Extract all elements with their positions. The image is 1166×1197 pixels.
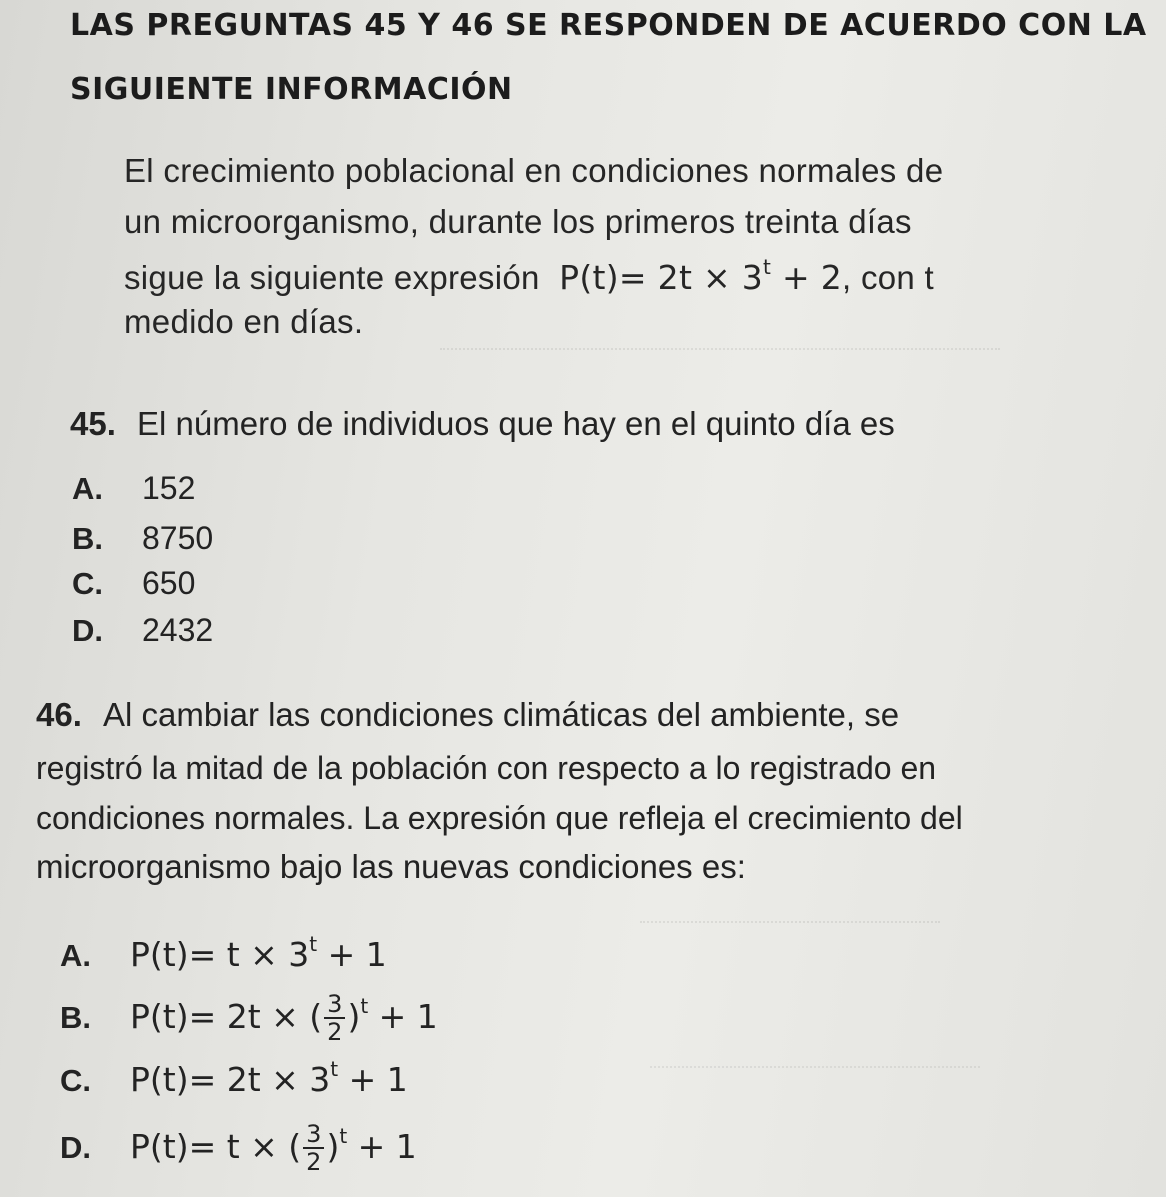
question-46-line-1 [36, 696, 899, 734]
option-letter: B. [60, 999, 91, 1035]
context-line-3 [124, 255, 934, 297]
bleed-through-mark [650, 1040, 980, 1068]
option-value: 152 [142, 470, 196, 506]
section-header-line-2: SIGUIENTE INFORMACIÓN [70, 72, 513, 107]
question-46-line-3: condiciones normales. La expresión que refleja el crecimiento del [36, 800, 963, 836]
question-text: Al cambiar las condiciones climáticas del ambiente, se [103, 696, 900, 733]
option-letter: D. [72, 613, 103, 648]
option-expression: $P(t)= t \times 3^t + 1$ [130, 932, 387, 974]
question-46-line-2: registró la mitad de la población con respecto a lo registrado en [36, 750, 937, 786]
q45-option-b[interactable] [72, 520, 213, 557]
q46-option-d[interactable] [60, 1122, 417, 1174]
question-number: 46. [36, 696, 82, 733]
q46-option-a[interactable] [60, 932, 387, 974]
q45-option-a[interactable] [72, 470, 195, 507]
fraction: $\frac{3}{2}$ [324, 992, 345, 1044]
question-number: 45. [70, 405, 116, 442]
growth-expression: $P(t)= 2t \times 3^t + 2$ [559, 255, 843, 297]
q45-option-c[interactable] [72, 565, 195, 602]
bleed-through-mark [640, 895, 940, 923]
option-expression: P(t)= t × ( $\frac{3}{2}$ )$^t$ + 1 [130, 1120, 417, 1176]
context-line-3-prefix: sigue la siguiente expresión [124, 259, 540, 296]
question-text: El número de individuos que hay en el quinto día es [137, 405, 895, 442]
context-line-3-suffix: , con t [842, 259, 934, 296]
question-45 [70, 405, 895, 443]
context-line-4: medido en días. [124, 303, 364, 340]
option-letter: D. [60, 1129, 91, 1165]
context-line-1: El crecimiento poblacional en condiciones normales de [124, 152, 944, 189]
q46-option-c[interactable] [60, 1057, 408, 1099]
option-value: 650 [142, 565, 196, 601]
option-letter: B. [72, 521, 103, 556]
option-letter: A. [60, 938, 91, 973]
option-expression: $P(t)= 2t \times 3^t + 1$ [130, 1057, 408, 1099]
option-value: 2432 [142, 612, 214, 648]
option-letter: A. [72, 471, 103, 506]
question-46-line-4: microorganismo bajo las nuevas condiciones es: [36, 848, 746, 885]
section-header-line-1: LAS PREGUNTAS 45 Y 46 SE RESPONDEN DE ACUERDO CON LA [70, 8, 1147, 43]
option-letter: C. [72, 566, 103, 601]
q45-option-d[interactable] [72, 612, 213, 649]
option-value: 8750 [142, 520, 214, 556]
bleed-through-mark [440, 318, 1000, 350]
q46-option-b[interactable] [60, 992, 438, 1044]
fraction: $\frac{3}{2}$ [303, 1122, 324, 1174]
option-expression: P(t)= 2t × ( $\frac{3}{2}$ )$^t$ + 1 [130, 990, 438, 1046]
context-line-2: un microorganismo, durante los primeros treinta días [124, 203, 912, 240]
option-letter: C. [60, 1063, 91, 1098]
